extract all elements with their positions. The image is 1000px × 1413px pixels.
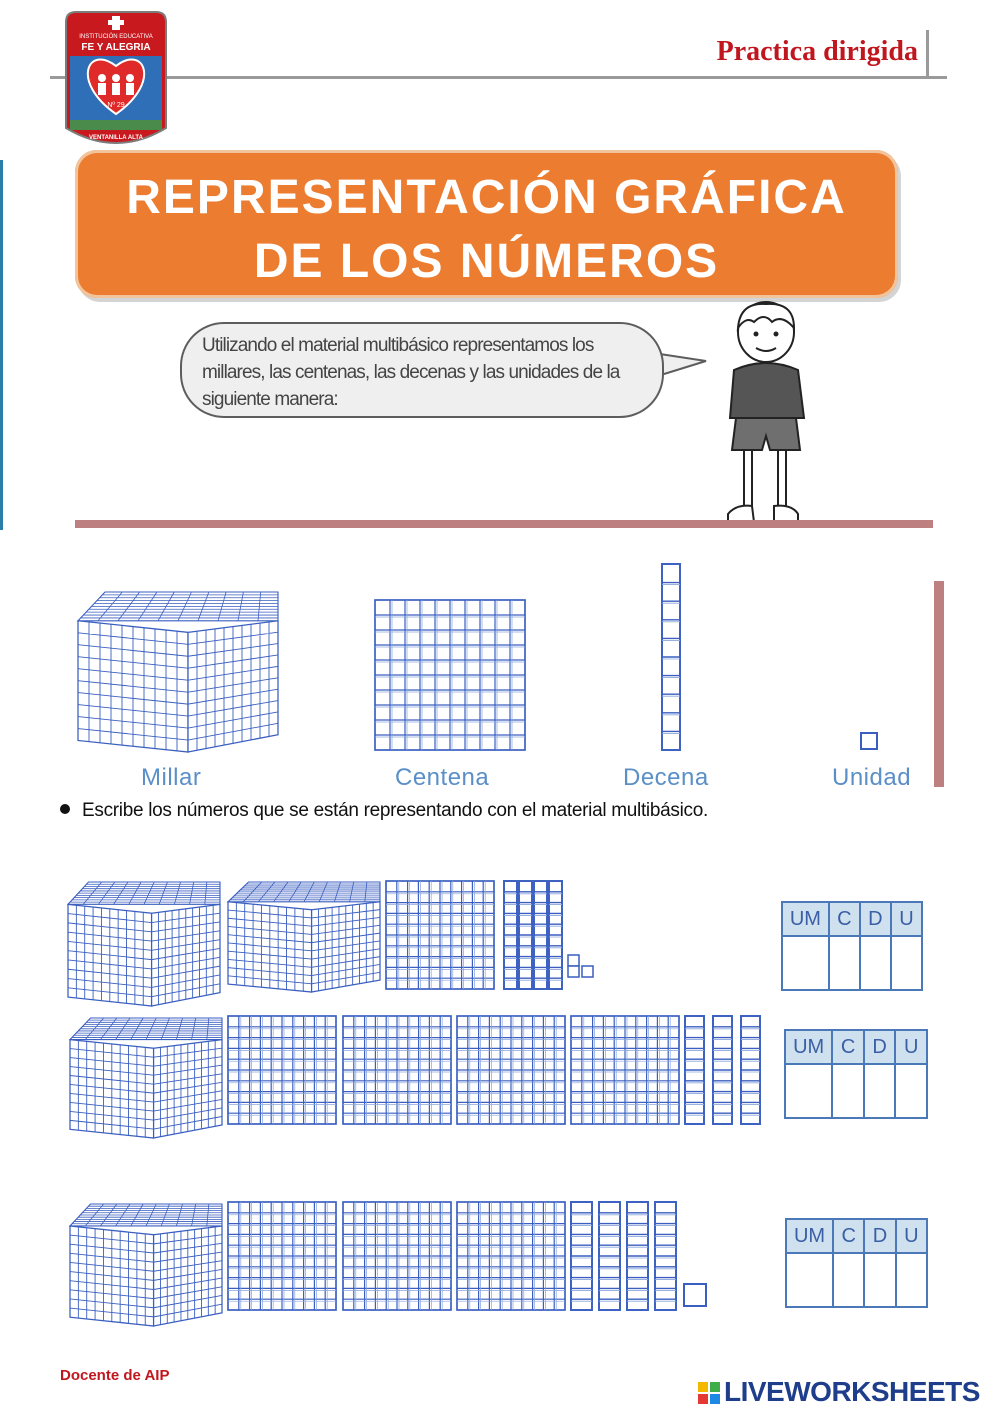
centena-flat	[228, 1016, 336, 1124]
decena-rod-figure	[658, 560, 686, 755]
millar-cube	[78, 592, 278, 752]
exercise-2-blocks	[60, 1012, 770, 1144]
answer-input-2-um[interactable]	[786, 1065, 831, 1117]
boy-illustration	[716, 300, 816, 528]
millar-cube	[70, 1018, 222, 1138]
answer-table-1	[781, 901, 923, 991]
page-title: Practica dirigida	[716, 36, 918, 67]
header-d: D	[864, 1030, 896, 1064]
decena-rod	[627, 1202, 648, 1310]
answer-input-2-u[interactable]	[896, 1065, 926, 1117]
answer-input-2-c[interactable]	[833, 1065, 863, 1117]
centena-flat	[571, 1016, 679, 1124]
decena-rod	[741, 1016, 760, 1124]
header-c: C	[829, 902, 860, 936]
label-unidad: Unidad	[832, 764, 912, 791]
centena-flat-figure	[370, 595, 535, 757]
header-um: UM	[782, 902, 829, 936]
cell-c	[833, 1253, 864, 1307]
header-divider	[926, 30, 929, 76]
centena-flat	[228, 1202, 336, 1310]
answer-input-3-um[interactable]	[787, 1254, 832, 1306]
header-u: U	[891, 902, 922, 936]
answer-input-3-c[interactable]	[834, 1254, 863, 1306]
cell-um	[785, 1064, 832, 1118]
footer-brand	[698, 1376, 980, 1408]
cell-d	[864, 1253, 895, 1307]
worksheet-title	[75, 166, 898, 294]
logo-place: VENTANILLA ALTA	[89, 135, 143, 141]
school-logo	[62, 8, 170, 150]
cell-um	[782, 936, 829, 990]
centena-flat	[343, 1016, 451, 1124]
footer-brand-text: LIVEWORKSHEETS	[724, 1376, 980, 1407]
cell-c	[829, 936, 860, 990]
footer-teacher: Docente de AIP	[60, 1367, 170, 1384]
decena-rod	[519, 881, 532, 989]
title-line-1: REPRESENTACIÓN GRÁFICA	[126, 171, 847, 224]
decena-rod	[685, 1016, 704, 1124]
millar-cube-figure	[70, 588, 290, 758]
header-d: D	[860, 902, 891, 936]
millar-cube	[70, 1204, 222, 1326]
decena-rod	[504, 881, 517, 989]
decena-rod	[599, 1202, 620, 1310]
answer-input-1-u[interactable]	[892, 937, 921, 989]
answer-input-3-u[interactable]	[897, 1254, 926, 1306]
answer-input-1-d[interactable]	[861, 937, 890, 989]
bullet-icon	[60, 804, 70, 814]
header-d: D	[864, 1219, 895, 1253]
cell-c	[832, 1064, 864, 1118]
answer-input-2-d[interactable]	[865, 1065, 895, 1117]
answer-table-3	[785, 1218, 928, 1308]
cell-d	[860, 936, 891, 990]
speech-text: Utilizando el material multibásico representamos los millares, las centenas, las decenas y las unidades de la siguiente manera:	[202, 335, 620, 410]
header-um: UM	[785, 1030, 832, 1064]
decena-rod	[655, 1202, 676, 1310]
decena-rod	[571, 1202, 592, 1310]
centena-flat	[375, 600, 525, 750]
millar-cube	[228, 882, 380, 992]
instruction-text	[60, 800, 708, 822]
centena-flat	[343, 1202, 451, 1310]
header-u: U	[896, 1219, 927, 1253]
header-c: C	[832, 1030, 864, 1064]
exercise-3-blocks	[60, 1198, 770, 1330]
answer-input-1-um[interactable]	[783, 937, 828, 989]
decena-rod	[549, 881, 562, 989]
centena-flat	[457, 1202, 565, 1310]
answer-input-1-c[interactable]	[830, 937, 859, 989]
centena-flat	[457, 1016, 565, 1124]
left-accent-line	[0, 160, 3, 530]
instruction-label: Escribe los números que se están representando con el material multibásico.	[82, 800, 708, 821]
millar-cube	[68, 882, 220, 1006]
title-line-2: DE LOS NÚMEROS	[253, 235, 720, 288]
centena-flat	[386, 881, 494, 989]
logo-text-top: INSTITUCIÓN EDUCATIVA	[79, 34, 153, 40]
decena-rod	[713, 1016, 732, 1124]
answer-input-3-d[interactable]	[865, 1254, 894, 1306]
header-c: C	[833, 1219, 864, 1253]
header-u: U	[895, 1030, 927, 1064]
answer-table-2	[784, 1029, 928, 1119]
right-accent-bar	[934, 581, 944, 787]
liveworksheets-logo-icon	[698, 1382, 720, 1404]
cell-u	[895, 1064, 927, 1118]
label-centena: Centena	[395, 764, 490, 791]
cell-um	[786, 1253, 833, 1307]
cell-u	[896, 1253, 927, 1307]
decena-rod	[534, 881, 547, 989]
header-um: UM	[786, 1219, 833, 1253]
unidad-cube-figure	[858, 730, 882, 754]
logo-school-name: FE Y ALEGRIA	[81, 42, 151, 53]
section-divider	[75, 520, 933, 528]
cell-u	[891, 936, 922, 990]
header-rule	[50, 76, 947, 79]
exercise-1-blocks	[60, 876, 770, 1012]
cell-d	[864, 1064, 896, 1118]
label-millar: Millar	[141, 764, 202, 791]
decena-rod	[662, 564, 680, 750]
label-decena: Decena	[623, 764, 709, 791]
logo-number: Nº 29	[107, 102, 125, 109]
